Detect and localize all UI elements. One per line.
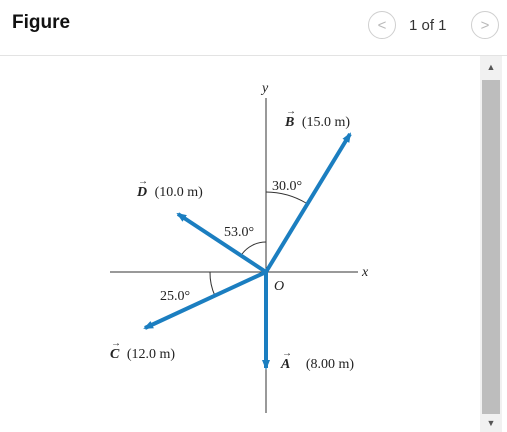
vertical-scrollbar[interactable] — [480, 56, 502, 432]
angle-b-label: 30.0° — [272, 179, 303, 194]
chevron-left-icon: < — [377, 16, 387, 34]
vector-a-letter: A — [281, 357, 291, 372]
angle-arc-d — [242, 242, 266, 254]
vector-d-arrow — [178, 214, 266, 272]
vector-c-magnitude: (12.0 m) — [126, 347, 176, 362]
angle-d-label: 53.0° — [224, 225, 255, 240]
svg-text:A (8.00 m) — [280, 357, 354, 372]
vector-b-magnitude: (15.0 m) — [301, 115, 351, 130]
scroll-down-icon[interactable]: ▼ — [486, 418, 496, 428]
svg-text:B (15.0 m) — [284, 115, 350, 130]
vector-c-letter: C — [110, 347, 120, 362]
y-axis-label: y — [262, 81, 269, 96]
svg-text:D (10.0 m) — [136, 185, 203, 200]
svg-text:C (12.0 m) — [110, 347, 175, 362]
arrow-over-b: → — [286, 106, 296, 117]
origin-label: O — [274, 279, 285, 294]
vector-d-letter: D — [137, 185, 148, 200]
arrow-over-c: → — [111, 338, 121, 349]
x-axis-label: x — [362, 265, 369, 280]
figure-viewport — [0, 56, 480, 432]
vector-a-magnitude: (8.00 m) — [305, 357, 355, 372]
figure-header — [0, 0, 507, 56]
figure-title: Figure — [12, 12, 71, 33]
angle-c-label: 25.0° — [160, 289, 191, 304]
scrollbar-thumb[interactable] — [482, 80, 500, 414]
next-figure-button[interactable] — [471, 11, 499, 39]
vector-b-letter: B — [285, 115, 295, 130]
vector-b-arrow — [266, 134, 350, 272]
scroll-up-icon[interactable]: ▲ — [486, 62, 496, 72]
page-indicator: 1 of 1 — [409, 17, 447, 34]
vector-diagram — [0, 56, 480, 432]
vector-d-magnitude: (10.0 m) — [154, 185, 203, 200]
chevron-right-icon: > — [480, 16, 490, 34]
angle-arc-c — [210, 272, 215, 296]
arrow-over-a: → — [282, 348, 292, 359]
previous-figure-button[interactable] — [368, 11, 396, 39]
arrow-over-d: → — [138, 176, 148, 187]
